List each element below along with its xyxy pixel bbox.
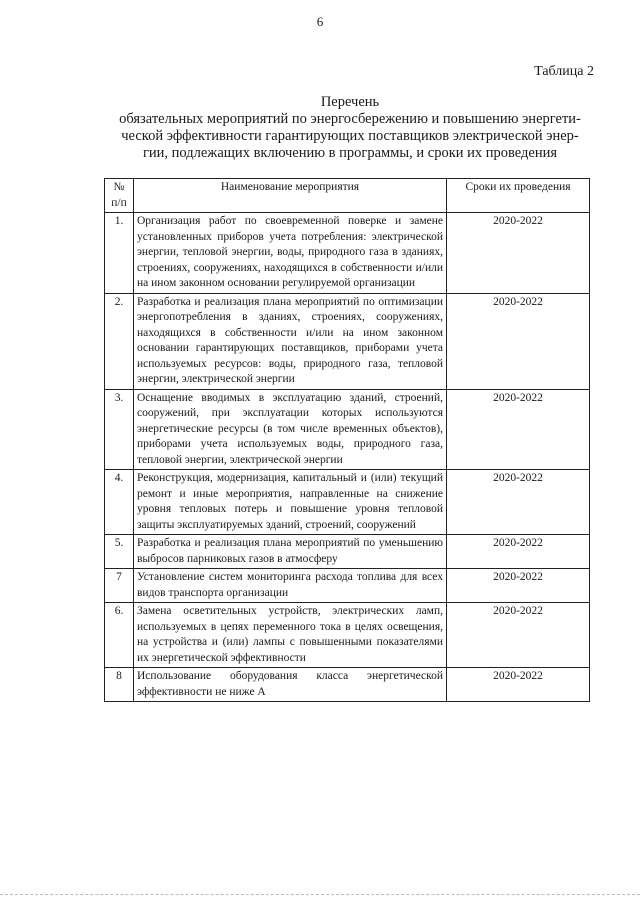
row-term: 2020-2022 <box>447 535 590 569</box>
row-name: Оснащение вводимых в эксплуатацию зданий, строений, сооружений, при эксплуатации которых используются энергетические ресурсы (в том числе временных объектов), приборами учета используемых воды, природного газа, тепловой энергии, электрической энергии <box>134 389 447 470</box>
table-row <box>105 535 590 569</box>
scan-edge-line <box>0 894 640 895</box>
row-num: 3. <box>105 389 134 470</box>
row-term: 2020-2022 <box>447 293 590 389</box>
row-term: 2020-2022 <box>447 213 590 294</box>
table-row <box>105 389 590 470</box>
row-name: Организация работ по своевременной поверке и замене установленных приборов учета потребления: электрической энергии, тепловой энергии, воды, природного газа в зданиях, строениях, сооружениях, находящихся в собственности и/или на ином законном основании регулируемой организации <box>134 213 447 294</box>
table-row <box>105 569 590 603</box>
table-row <box>105 668 590 702</box>
row-name: Реконструкция, модернизация, капитальный и (или) текущий ремонт и иные мероприятия, направленные на снижение уровня тепловых потерь и повышение уровня тепловой защиты эксплуатируемых зданий, строений, сооружений <box>134 470 447 535</box>
row-name: Использование оборудования класса энергетической эффективности не ниже А <box>134 668 447 702</box>
header-num <box>105 179 134 213</box>
table-label: Таблица 2 <box>534 64 594 79</box>
table-header-row <box>105 179 590 213</box>
row-name: Разработка и реализация плана мероприятий по оптимизации энергопотребления в зданиях, строениях, сооружениях, находящихся в собственности и/или на ином законном основании гарантирующих поставщиков, приборами учета используемых ресурсов: воды, природного газа, тепловой энергии, электрической энергии <box>134 293 447 389</box>
row-term: 2020-2022 <box>447 603 590 668</box>
row-num: 2. <box>105 293 134 389</box>
header-term: Сроки их проведения <box>447 179 590 213</box>
row-name: Замена осветительных устройств, электрических ламп, используемых в цепях переменного тока в целях освещения, на устройства и (или) лампы с повышенными показателями их энергетической эффективности <box>134 603 447 668</box>
document-heading <box>100 94 600 162</box>
row-term: 2020-2022 <box>447 668 590 702</box>
row-num: 4. <box>105 470 134 535</box>
table-row <box>105 470 590 535</box>
measures-table <box>104 178 590 702</box>
header-num-label: № п/п <box>111 181 127 209</box>
header-name: Наименование мероприятия <box>134 179 447 213</box>
row-num: 6. <box>105 603 134 668</box>
table-row <box>105 213 590 294</box>
row-term: 2020-2022 <box>447 569 590 603</box>
table-row <box>105 603 590 668</box>
row-num: 5. <box>105 535 134 569</box>
row-term: 2020-2022 <box>447 389 590 470</box>
row-num: 8 <box>105 668 134 702</box>
row-num: 1. <box>105 213 134 294</box>
row-name: Разработка и реализация плана мероприятий по уменьшению выбросов парниковых газов в атмосферу <box>134 535 447 569</box>
heading-title: Перечень <box>320 94 380 110</box>
row-num: 7 <box>105 569 134 603</box>
page-number: 6 <box>316 14 324 29</box>
heading-subtitle: обязательных мероприятий по энергосбережению и повышению энергети- ческой эффективности гарантирующих поставщиков электрической энер- гии, подлежащих включению в программы, и сроки их проведения <box>119 111 581 161</box>
row-name: Установление систем мониторинга расхода топлива для всех видов транспорта организации <box>134 569 447 603</box>
row-term: 2020-2022 <box>447 470 590 535</box>
table-row <box>105 293 590 389</box>
